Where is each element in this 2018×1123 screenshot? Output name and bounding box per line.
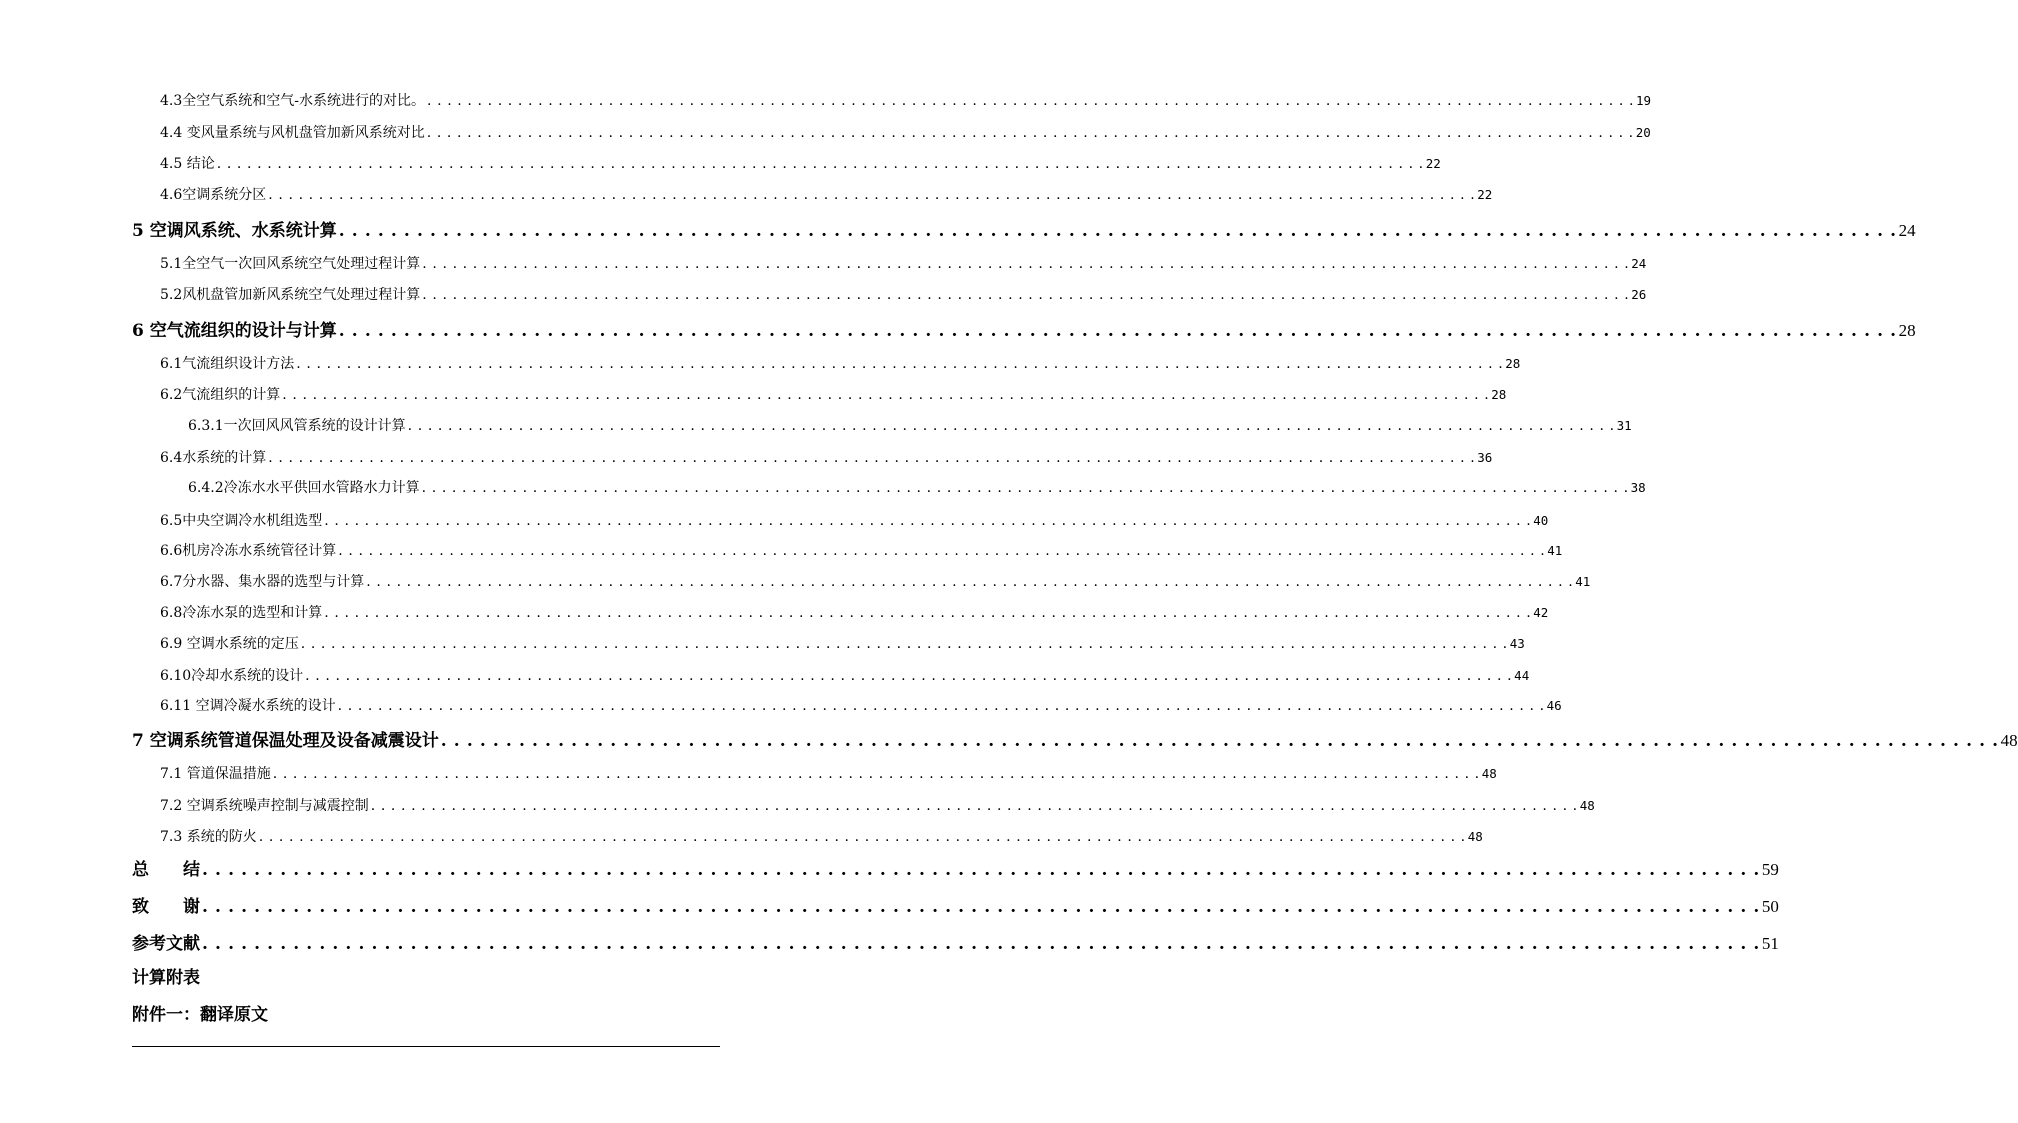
toc-section-row[interactable] [160,90,1652,110]
toc-entry-title: 5 空调风系统、水系统计算 [132,221,337,241]
toc-entry-title: 6.6机房冷冻水系统管径计算 [160,543,337,559]
dot-leader: . . . . . . . . . . . . . . . . . . . . . . . . . . . . . . . . . . . . . . . . . . . . . . . . . . . . . . . . . . . . . . . . . . . . . . . . . . . . . . . . . . . . . . . . . . . . . . . . . . . . . . . . . . . . . . . . . . . . . . . . [440,731,1999,751]
toc-section-row[interactable] [160,153,1441,173]
dot-leader: . . . . . . . . . . . . . . . . . . . . . . . . . . . . . . . . . . . . . . . . . . . . . . . . . . . . . . . . . . . . . . . . . . . . . . . . . . . . . . . . . . . . . . . . . . . . . . . . . . . . . . . . . . . . . . . . . . . . . . . . [296,356,1504,372]
toc-page-number: 48 [1467,829,1483,844]
toc-entry-title: 6.11 空调冷凝水系统的设计 [160,698,336,714]
toc-section-row[interactable] [160,695,1562,715]
dot-leader: . . . . . . . . . . . . . . . . . . . . . . . . . . . . . . . . . . . . . . . . . . . . . . . . . . . . . . . . . . . . . . . . . . . . . . . . . . . . . . . . . . . . . . . . . . . . . . . . . . . . . . . . . . . . . . . . . . . . . . . . [202,897,1760,917]
dot-leader: . . . . . . . . . . . . . . . . . . . . . . . . . . . . . . . . . . . . . . . . . . . . . . . . . . . . . . . . . . . . . . . . . . . . . . . . . . . . . . . . . . . . . . . . . . . . . . . . . . . . . . . . . . . . . . . . . . . . . . . . [282,387,1490,403]
toc-page-number: 46 [1546,698,1562,713]
toc-appendix-item[interactable]: 计算附表 [132,968,200,988]
dot-leader: . . . . . . . . . . . . . . . . . . . . . . . . . . . . . . . . . . . . . . . . . . . . . . . . . . . . . . . . . . . . . . . . . . . . . . . . . . . . . . . . . . . . . . . . . . . . . . . . . . . . . . . . . . . . . . . . . . . . . . . . [421,480,1629,496]
toc-page-number: 36 [1477,450,1493,465]
toc-section-row[interactable] [160,384,1507,404]
toc-entry-title: 5.1全空气一次回风系统空气处理过程计算 [160,256,421,272]
toc-chapter-row[interactable] [132,929,1779,954]
toc-section-row[interactable] [160,571,1591,591]
toc-page-number: 40 [1533,513,1549,528]
toc-page-number: 38 [1630,480,1646,495]
toc-entry-title: 6.1气流组织设计方法 [160,356,295,372]
toc-chapter-row[interactable] [132,892,1779,917]
dot-leader: . . . . . . . . . . . . . . . . . . . . . . . . . . . . . . . . . . . . . . . . . . . . . . . . . . . . . . . . . . . . . . . . . . . . . . . . . . . . . . . . . . . . . . . . . . . . . . . . . . . . . . . . . . . . . . . . . . . . . . . . [258,829,1466,845]
toc-chapter-row[interactable] [132,216,1916,241]
dot-leader: . . . . . . . . . . . . . . . . . . . . . . . . . . . . . . . . . . . . . . . . . . . . . . . . . . . . . . . . . . . . . . . . . . . . . . . . . . . . . . . . . . . . . . . . . . . . . . . . . . . . . . . . . . . . . . . . . . . . . . . . [338,321,1897,341]
toc-section-row[interactable] [160,284,1647,304]
toc-page-number: 22 [1425,156,1441,171]
dot-leader: . . . . . . . . . . . . . . . . . . . . . . . . . . . . . . . . . . . . . . . . . . . . . . . . . . . . . . . . . . . . . . . . . . . . . . . . . . . . . . . . . . . . . . . . . . . . . . . . . . . . . . . . . . . . . . . . . . . . . . . . [216,156,1424,172]
footer-rule [132,1046,720,1047]
dot-leader: . . . . . . . . . . . . . . . . . . . . . . . . . . . . . . . . . . . . . . . . . . . . . . . . . . . . . . . . . . . . . . . . . . . . . . . . . . . . . . . . . . . . . . . . . . . . . . . . . . . . . . . . . . . . . . . . . . . . . . . . [324,605,1532,621]
toc-page-number: 28 [1491,387,1507,402]
toc-page-number: 26 [1631,287,1647,302]
toc-page-number: 48 [1579,798,1595,813]
toc-section-row[interactable] [188,477,1646,497]
toc-section-row[interactable] [160,826,1483,846]
toc-page-number: 41 [1575,574,1591,589]
dot-leader: . . . . . . . . . . . . . . . . . . . . . . . . . . . . . . . . . . . . . . . . . . . . . . . . . . . . . . . . . . . . . . . . . . . . . . . . . . . . . . . . . . . . . . . . . . . . . . . . . . . . . . . . . . . . . . . . . . . . . . . . [305,668,1513,684]
toc-entry-title: 4.5 结论 [160,156,215,172]
toc-chapter-row[interactable] [132,316,1916,341]
toc-page-number: 59 [1761,860,1779,879]
toc-page-number: 28 [1898,321,1916,340]
toc-section-row[interactable] [160,633,1525,653]
toc-entry-title: 7.1 管道保温措施 [160,766,271,782]
toc-section-row[interactable] [160,184,1493,204]
toc-page-number: 51 [1761,934,1779,953]
toc-entry-title: 6.3.1一次回风风管系统的设计计算 [188,418,406,434]
toc-page-number: 31 [1616,418,1632,433]
toc-page-number: 24 [1631,256,1647,271]
toc-page-number: 50 [1761,897,1779,916]
toc-entry-title: 参考文献 [132,934,200,954]
toc-section-row[interactable] [160,665,1530,685]
toc-page-number: 22 [1477,187,1493,202]
toc-page-number: 24 [1898,221,1916,240]
toc-entry-title: 6 空气流组织的设计与计算 [132,321,337,341]
dot-leader: . . . . . . . . . . . . . . . . . . . . . . . . . . . . . . . . . . . . . . . . . . . . . . . . . . . . . . . . . . . . . . . . . . . . . . . . . . . . . . . . . . . . . . . . . . . . . . . . . . . . . . . . . . . . . . . . . . . . . . . . [272,766,1480,782]
dot-leader: . . . . . . . . . . . . . . . . . . . . . . . . . . . . . . . . . . . . . . . . . . . . . . . . . . . . . . . . . . . . . . . . . . . . . . . . . . . . . . . . . . . . . . . . . . . . . . . . . . . . . . . . . . . . . . . . . . . . . . . . [202,934,1760,954]
toc-entry-title: 4.4 变风量系统与风机盘管加新风系统对比 [160,125,425,141]
dot-leader: . . . . . . . . . . . . . . . . . . . . . . . . . . . . . . . . . . . . . . . . . . . . . . . . . . . . . . . . . . . . . . . . . . . . . . . . . . . . . . . . . . . . . . . . . . . . . . . . . . . . . . . . . . . . . . . . . . . . . . . . [338,221,1897,241]
toc-page-number: 19 [1636,93,1652,108]
toc-page-number: 48 [1481,766,1497,781]
toc-page-number: 44 [1514,668,1530,683]
toc-section-row[interactable] [160,253,1647,273]
dot-leader: . . . . . . . . . . . . . . . . . . . . . . . . . . . . . . . . . . . . . . . . . . . . . . . . . . . . . . . . . . . . . . . . . . . . . . . . . . . . . . . . . . . . . . . . . . . . . . . . . . . . . . . . . . . . . . . . . . . . . . . . [268,187,1476,203]
dot-leader: . . . . . . . . . . . . . . . . . . . . . . . . . . . . . . . . . . . . . . . . . . . . . . . . . . . . . . . . . . . . . . . . . . . . . . . . . . . . . . . . . . . . . . . . . . . . . . . . . . . . . . . . . . . . . . . . . . . . . . . . [338,543,1546,559]
dot-leader: . . . . . . . . . . . . . . . . . . . . . . . . . . . . . . . . . . . . . . . . . . . . . . . . . . . . . . . . . . . . . . . . . . . . . . . . . . . . . . . . . . . . . . . . . . . . . . . . . . . . . . . . . . . . . . . . . . . . . . . . [337,698,1545,714]
toc-page-number: 42 [1533,605,1549,620]
toc-entry-title: 6.2气流组织的计算 [160,387,281,403]
toc-entry-title: 5.2风机盘管加新风系统空气处理过程计算 [160,287,421,303]
toc-entry-title: 6.9 空调水系统的定压 [160,636,299,652]
toc-section-row[interactable] [160,763,1497,783]
dot-leader: . . . . . . . . . . . . . . . . . . . . . . . . . . . . . . . . . . . . . . . . . . . . . . . . . . . . . . . . . . . . . . . . . . . . . . . . . . . . . . . . . . . . . . . . . . . . . . . . . . . . . . . . . . . . . . . . . . . . . . . . [407,418,1615,434]
toc-page-number: 48 [2000,731,2018,750]
toc-entry-title: 4.3全空气系统和空气-水系统进行的对比。 [160,93,425,109]
toc-section-row[interactable] [160,510,1549,530]
toc-entry-title: 7 空调系统管道保温处理及设备减震设计 [132,731,439,751]
toc-page-number: 28 [1505,356,1521,371]
toc-page-number: 43 [1509,636,1525,651]
toc-section-row[interactable] [160,795,1595,815]
dot-leader: . . . . . . . . . . . . . . . . . . . . . . . . . . . . . . . . . . . . . . . . . . . . . . . . . . . . . . . . . . . . . . . . . . . . . . . . . . . . . . . . . . . . . . . . . . . . . . . . . . . . . . . . . . . . . . . . . . . . . . . . [422,287,1630,303]
toc-entry-title: 6.8冷冻水泵的选型和计算 [160,605,323,621]
toc-page-number: 41 [1547,543,1563,558]
toc-entry-title: 4.6空调系统分区 [160,187,267,203]
toc-appendix-item[interactable]: 附件一：翻译原文 [132,1005,268,1025]
toc-entry-title: 6.4水系统的计算 [160,450,267,466]
toc-entry-title: 6.5中央空调冷水机组选型 [160,513,323,529]
dot-leader: . . . . . . . . . . . . . . . . . . . . . . . . . . . . . . . . . . . . . . . . . . . . . . . . . . . . . . . . . . . . . . . . . . . . . . . . . . . . . . . . . . . . . . . . . . . . . . . . . . . . . . . . . . . . . . . . . . . . . . . . [427,93,1634,109]
toc-entry-title: 7.2 空调系统噪声控制与减震控制 [160,798,369,814]
dot-leader: . . . . . . . . . . . . . . . . . . . . . . . . . . . . . . . . . . . . . . . . . . . . . . . . . . . . . . . . . . . . . . . . . . . . . . . . . . . . . . . . . . . . . . . . . . . . . . . . . . . . . . . . . . . . . . . . . . . . . . . . [268,450,1476,466]
toc-section-row[interactable] [160,353,1521,373]
dot-leader: . . . . . . . . . . . . . . . . . . . . . . . . . . . . . . . . . . . . . . . . . . . . . . . . . . . . . . . . . . . . . . . . . . . . . . . . . . . . . . . . . . . . . . . . . . . . . . . . . . . . . . . . . . . . . . . . . . . . . . . . [422,256,1630,272]
toc-entry-title: 致 谢 [132,897,200,917]
toc-section-row[interactable] [160,540,1563,560]
dot-leader: . . . . . . . . . . . . . . . . . . . . . . . . . . . . . . . . . . . . . . . . . . . . . . . . . . . . . . . . . . . . . . . . . . . . . . . . . . . . . . . . . . . . . . . . . . . . . . . . . . . . . . . . . . . . . . . . . . . . . . . . [426,125,1634,141]
toc-section-row[interactable] [188,415,1632,435]
toc-chapter-row[interactable] [132,855,1779,880]
toc-section-row[interactable] [160,602,1549,622]
toc-section-row[interactable] [160,447,1493,467]
toc-entry-title: 6.4.2冷冻水水平供回水管路水力计算 [188,480,420,496]
toc-entry-title: 7.3 系统的防火 [160,829,257,845]
toc-entry-title: 6.7分水器、集水器的选型与计算 [160,574,365,590]
dot-leader: . . . . . . . . . . . . . . . . . . . . . . . . . . . . . . . . . . . . . . . . . . . . . . . . . . . . . . . . . . . . . . . . . . . . . . . . . . . . . . . . . . . . . . . . . . . . . . . . . . . . . . . . . . . . . . . . . . . . . . . . [202,860,1760,880]
dot-leader: . . . . . . . . . . . . . . . . . . . . . . . . . . . . . . . . . . . . . . . . . . . . . . . . . . . . . . . . . . . . . . . . . . . . . . . . . . . . . . . . . . . . . . . . . . . . . . . . . . . . . . . . . . . . . . . . . . . . . . . . [300,636,1508,652]
toc-entry-title: 6.10冷却水系统的设计 [160,668,304,684]
toc-section-row[interactable] [160,122,1651,142]
toc-entry-title: 总 结 [132,860,200,880]
dot-leader: . . . . . . . . . . . . . . . . . . . . . . . . . . . . . . . . . . . . . . . . . . . . . . . . . . . . . . . . . . . . . . . . . . . . . . . . . . . . . . . . . . . . . . . . . . . . . . . . . . . . . . . . . . . . . . . . . . . . . . . . [324,513,1532,529]
toc-chapter-row[interactable] [132,726,2018,751]
toc-page-number: 20 [1635,125,1651,140]
dot-leader: . . . . . . . . . . . . . . . . . . . . . . . . . . . . . . . . . . . . . . . . . . . . . . . . . . . . . . . . . . . . . . . . . . . . . . . . . . . . . . . . . . . . . . . . . . . . . . . . . . . . . . . . . . . . . . . . . . . . . . . . [366,574,1574,590]
dot-leader: . . . . . . . . . . . . . . . . . . . . . . . . . . . . . . . . . . . . . . . . . . . . . . . . . . . . . . . . . . . . . . . . . . . . . . . . . . . . . . . . . . . . . . . . . . . . . . . . . . . . . . . . . . . . . . . . . . . . . . . . [370,798,1578,814]
